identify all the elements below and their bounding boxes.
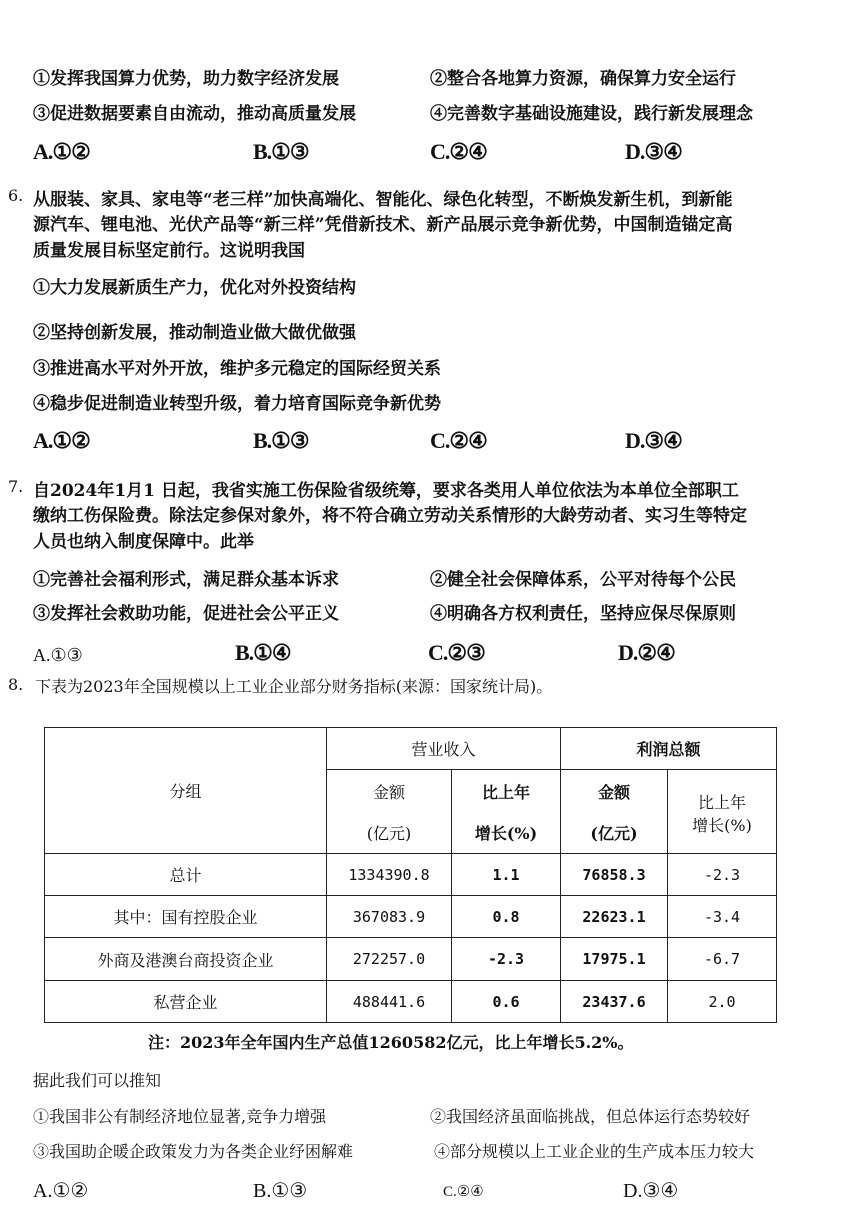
q6-option-1: ①大力发展新质生产力，优化对外投资结构 (33, 278, 356, 298)
q7-option-3: ③发挥社会救助功能，促进社会公平正义 (33, 604, 339, 624)
q7-answer-c[interactable]: C.②③ (428, 640, 485, 665)
row-profit: 23437.6 (561, 981, 668, 1023)
table-note: 注：2023年全年国内生产总值1260582亿元，比上年增长5.2%。 (148, 1033, 634, 1052)
q8-option-4: ④部分规模以上工业企业的生产成本压力较大 (434, 1142, 755, 1161)
growth-label-line-1: 比上年 (481, 782, 530, 802)
q8-option-1: ①我国非公有制经济地位显著,竞争力增强 (33, 1107, 327, 1126)
table-header-profit-amount (561, 770, 668, 854)
q7-stem-line-3: 人员也纳入制度保障中。此举 (33, 532, 254, 552)
q5-option-3: ③促进数据要素自由流动，推动高质量发展 (33, 104, 356, 124)
row-group: 私营企业 (45, 981, 327, 1023)
row-profit: 17975.1 (561, 938, 668, 981)
q8-answer-c[interactable]: C.②④ (443, 1184, 484, 1200)
amount-label: 金额 (597, 782, 630, 802)
q5-answer-d[interactable]: D.③④ (625, 139, 682, 164)
q5-answer-b[interactable]: B.①③ (253, 139, 309, 164)
table-header-revenue-amount (327, 770, 452, 854)
row-profit-growth: -2.3 (668, 854, 777, 896)
q5-option-1: ①发挥我国算力优势，助力数字经济发展 (33, 69, 339, 89)
row-group: 总计 (45, 854, 327, 896)
row-revenue-growth: 1.1 (452, 854, 561, 896)
row-profit-growth: -6.7 (668, 938, 777, 981)
row-revenue: 1334390.8 (327, 854, 452, 896)
q8-stem: 下表为2023年全国规模以上工业企业部分财务指标(来源：国家统计局)。 (35, 677, 553, 696)
q8-answer-d[interactable]: D.③④ (623, 1180, 679, 1202)
row-revenue: 488441.6 (327, 981, 452, 1023)
q7-option-4: ④明确各方权利责任，坚持应保尽保原则 (430, 604, 736, 624)
q6-option-2: ②坚持创新发展，推动制造业做大做优做强 (33, 323, 356, 343)
growth-label-line-1: 比上年 (697, 793, 746, 812)
row-profit: 22623.1 (561, 896, 668, 938)
q7-option-1: ①完善社会福利形式，满足群众基本诉求 (33, 570, 339, 590)
row-revenue: 367083.9 (327, 896, 452, 938)
q6-option-3: ③推进高水平对外开放，维护多元稳定的国际经贸关系 (33, 359, 441, 379)
financial-table (44, 727, 777, 1023)
unit-label: (亿元) (366, 823, 412, 843)
q5-option-2: ②整合各地算力资源，确保算力安全运行 (430, 69, 736, 89)
q7-answer-d[interactable]: D.②④ (618, 640, 675, 665)
table-header-group: 分组 (45, 728, 327, 854)
row-profit: 76858.3 (561, 854, 668, 896)
q7-number: 7. (8, 477, 24, 496)
q6-stem-line-2: 源汽车、锂电池、光伏产品等“新三样”凭借新技术、新产品展示竞争新优势，中国制造锚定高 (33, 215, 733, 235)
q8-option-2: ②我国经济虽面临挑战，但总体运行态势较好 (430, 1107, 751, 1126)
q6-answer-b[interactable]: B.①③ (253, 428, 309, 453)
q6-stem-line-1: 从服装、家具、家电等“老三样”加快高端化、智能化、绿色化转型，不断焕发新生机，到新能 (33, 190, 733, 210)
table-header-profit-growth (668, 770, 777, 854)
table-header-revenue-growth (452, 770, 561, 854)
q6-number: 6. (8, 186, 24, 205)
table-row (45, 896, 777, 938)
q6-option-4: ④稳步促进制造业转型升级，着力培育国际竞争新优势 (33, 394, 441, 414)
row-revenue-growth: 0.8 (452, 896, 561, 938)
table-header-profit: 利润总额 (561, 728, 777, 770)
q7-answer-b[interactable]: B.①④ (235, 640, 291, 665)
q7-option-2: ②健全社会保障体系，公平对待每个公民 (430, 570, 736, 590)
q7-stem-line-2: 缴纳工伤保险费。除法定参保对象外，将不符合确立劳动关系情形的大龄劳动者、实习生等特定 (33, 506, 747, 526)
q8-number: 8. (8, 675, 24, 694)
row-group: 其中：国有控股企业 (45, 896, 327, 938)
row-revenue-growth: -2.3 (452, 938, 561, 981)
growth-label-line-2: 增长(%) (474, 823, 538, 843)
unit-label: (亿元) (590, 823, 638, 843)
q5-answer-c[interactable]: C.②④ (430, 139, 487, 164)
growth-label-line-2: 增长(%) (692, 816, 752, 835)
q7-answer-a[interactable]: A.①③ (33, 645, 83, 665)
row-profit-growth: 2.0 (668, 981, 777, 1023)
table-row (45, 981, 777, 1023)
amount-label: 金额 (372, 782, 405, 802)
q8-lead: 据此我们可以推知 (33, 1071, 162, 1090)
table-row (45, 938, 777, 981)
q6-answer-d[interactable]: D.③④ (625, 428, 682, 453)
q8-answer-a[interactable]: A.①② (33, 1180, 89, 1202)
table-row (45, 854, 777, 896)
q8-option-3: ③我国助企暖企政策发力为各类企业纾困解难 (33, 1142, 354, 1161)
table-header-revenue: 营业收入 (327, 728, 561, 770)
row-group: 外商及港澳台商投资企业 (45, 938, 327, 981)
q6-stem-line-3: 质量发展目标坚定前行。这说明我国 (33, 241, 305, 261)
q8-answer-b[interactable]: B.①③ (253, 1180, 308, 1202)
q5-answer-a[interactable]: A.①② (33, 139, 90, 164)
q6-answer-a[interactable]: A.①② (33, 428, 90, 453)
row-profit-growth: -3.4 (668, 896, 777, 938)
row-revenue-growth: 0.6 (452, 981, 561, 1023)
row-revenue: 272257.0 (327, 938, 452, 981)
q6-answer-c[interactable]: C.②④ (430, 428, 487, 453)
q5-option-4: ④完善数字基础设施建设，践行新发展理念 (430, 104, 753, 124)
q7-stem-line-1: 自2024年1月1 日起，我省实施工伤保险省级统筹，要求各类用人单位依法为本单位全部职工 (33, 481, 739, 501)
